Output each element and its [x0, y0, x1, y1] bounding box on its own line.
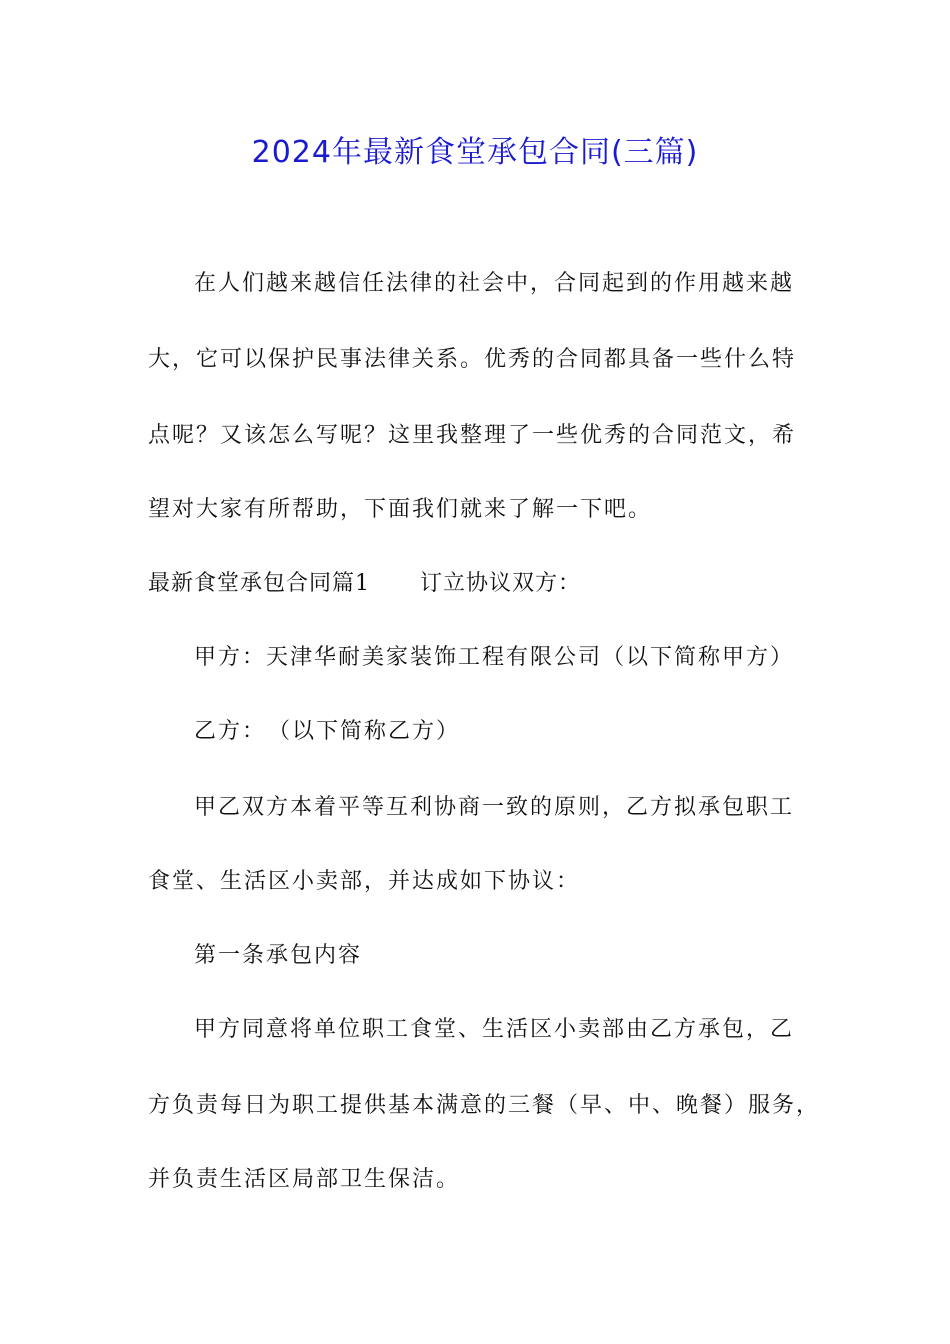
section-heading: 最新食堂承包合同篇1: [148, 571, 370, 596]
party-a-line: 甲方：天津华耐美家装饰工程有限公司（以下简称甲方）: [194, 645, 795, 670]
section-subheading: 订立协议双方：: [420, 571, 582, 596]
intro-line-1: 在人们越来越信任法律的社会中，合同起到的作用越来越: [194, 271, 795, 296]
section-heading-line: [148, 568, 828, 600]
intro-line-2: 大，它可以保护民事法律关系。优秀的合同都具备一些什么特: [148, 347, 797, 372]
article-1-line-1: 甲方同意将单位职工食堂、生活区小卖部由乙方承包，乙: [194, 1017, 795, 1042]
article-1-line-2: 方负责每日为职工提供基本满意的三餐（早、中、晚餐）服务，: [148, 1093, 821, 1118]
agreement-line-2: 食堂、生活区小卖部，并达成如下协议：: [148, 869, 581, 894]
document-title: 2024年最新食堂承包合同(三篇): [251, 135, 699, 170]
agreement-line-1: 甲乙双方本着平等互利协商一致的原则，乙方拟承包职工: [194, 795, 795, 820]
intro-line-3: 点呢？又该怎么写呢？这里我整理了一些优秀的合同范文，希: [148, 423, 797, 448]
intro-line-4: 望对大家有所帮助，下面我们就来了解一下吧。: [148, 497, 653, 522]
party-b-line: 乙方： （以下简称乙方）: [194, 719, 461, 744]
article-1-line-3: 并负责生活区局部卫生保洁。: [148, 1167, 461, 1192]
article-1-title: 第一条承包内容: [194, 943, 363, 968]
